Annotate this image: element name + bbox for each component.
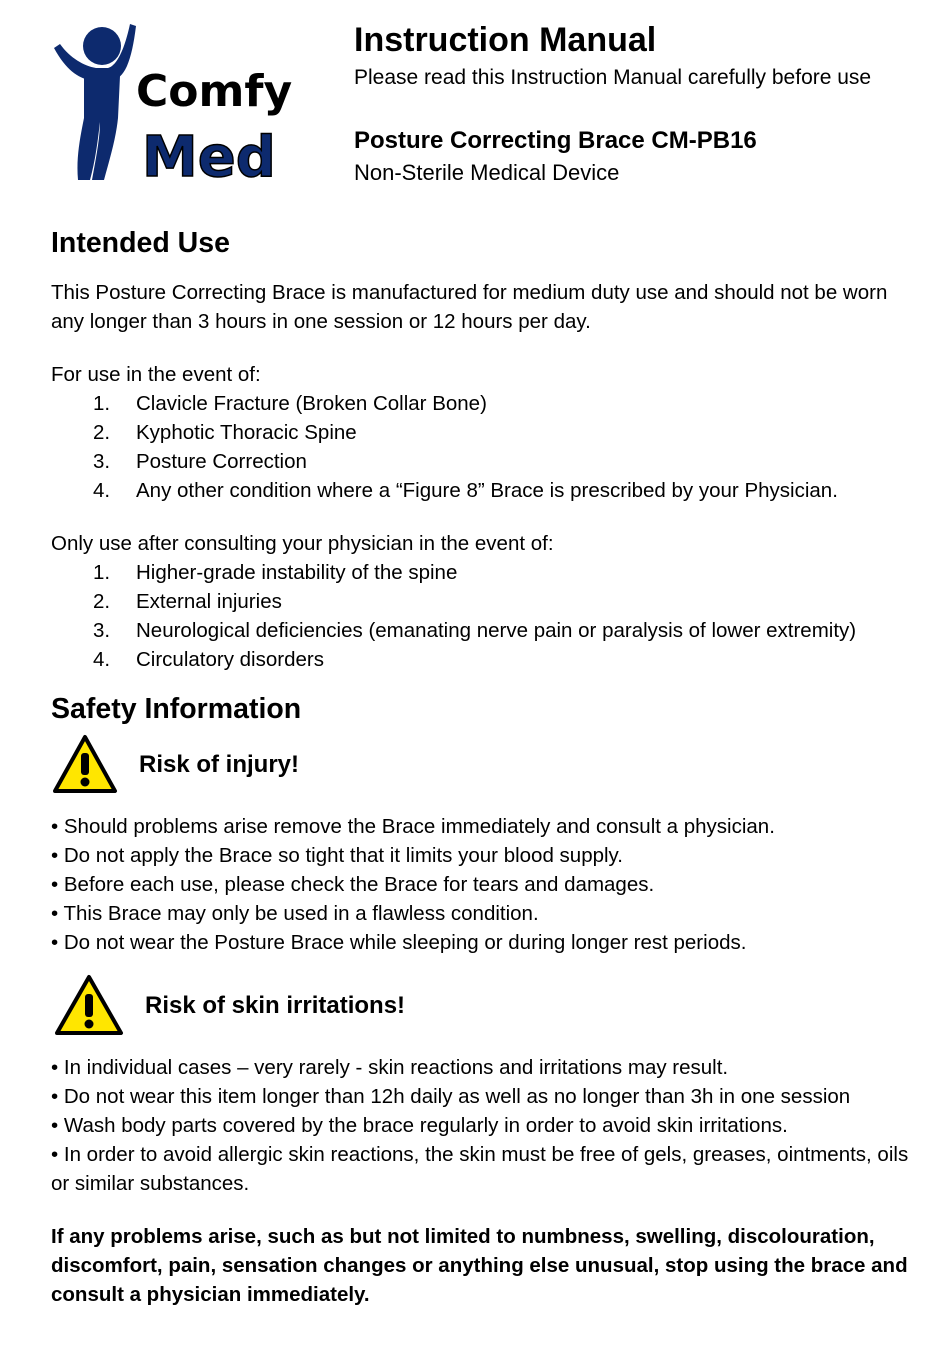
manual-header <box>354 20 934 188</box>
list-item: 4. Any other condition where a “Figure 8” Brace is prescribed by your Physician. <box>93 479 838 502</box>
for-use-label: For use in the event of: <box>51 363 261 386</box>
risk-skin-title: Risk of skin irritations! <box>145 991 406 1019</box>
list-item: 1. Clavicle Fracture (Broken Collar Bone) <box>93 392 487 415</box>
list-item: • Do not wear this item longer than 12h daily as well as no longer than 3h in one session <box>51 1085 851 1108</box>
comfymed-logo <box>44 18 304 188</box>
list-item: 2. Kyphotic Thoracic Spine <box>93 421 357 444</box>
list-item: • Wash body parts covered by the brace regularly in order to avoid skin irritations. <box>51 1114 788 1137</box>
for-use-list <box>51 389 921 505</box>
manual-title: Instruction Manual <box>354 21 657 59</box>
list-item: • Before each use, please check the Brace for tears and damages. <box>51 873 655 896</box>
warning-triangle-icon <box>51 733 119 795</box>
list-item: • This Brace may only be used in a flawless condition. <box>51 902 539 925</box>
list-item: 3. Neurological deficiencies (emanating nerve pain or paralysis of lower extremity) <box>93 619 857 642</box>
consult-label: Only use after consulting your physician in the event of: <box>51 532 554 555</box>
consult-list <box>51 558 921 674</box>
list-item: • In order to avoid allergic skin reactions, the skin must be free of gels, greases, ointments, oils or similar substances. <box>51 1143 909 1195</box>
logo-text-comfy: Comfy <box>136 66 293 117</box>
list-item: • Should problems arise remove the Brace immediately and consult a physician. <box>51 815 775 838</box>
intended-use-heading: Intended Use <box>51 227 230 259</box>
final-notice: If any problems arise, such as but not limited to numbness, swelling, discolouration, discomfort, pain, sensation changes or anything else unusual, stop using the brace and consult a physician immediately. <box>51 1225 908 1306</box>
warning-triangle-icon <box>53 973 125 1037</box>
list-item: 1. Higher-grade instability of the spine <box>93 561 458 584</box>
risk-injury-title: Risk of injury! <box>139 750 300 778</box>
list-item: 3. Posture Correction <box>93 450 307 473</box>
list-item: 2. External injuries <box>93 590 282 613</box>
risk-injury-header <box>51 730 921 798</box>
risk-skin-list <box>51 1053 921 1198</box>
comfymed-logo-graphic <box>44 18 304 188</box>
device-type: Non-Sterile Medical Device <box>354 160 620 185</box>
logo-text-med: Med <box>142 125 276 188</box>
risk-injury-list <box>51 812 921 957</box>
list-item: 4. Circulatory disorders <box>93 648 324 671</box>
manual-subtitle: Please read this Instruction Manual carefully before use <box>354 66 872 89</box>
product-name: Posture Correcting Brace CM-PB16 <box>354 127 757 154</box>
safety-heading: Safety Information <box>51 693 302 725</box>
manual-content <box>51 222 921 1309</box>
risk-skin-header <box>51 971 921 1039</box>
list-item: • In individual cases – very rarely - skin reactions and irritations may result. <box>51 1056 729 1079</box>
list-item: • Do not apply the Brace so tight that it limits your blood supply. <box>51 844 623 867</box>
list-item: • Do not wear the Posture Brace while sleeping or during longer rest periods. <box>51 931 747 954</box>
intended-use-intro: This Posture Correcting Brace is manufactured for medium duty use and should not be worn any longer than 3 hours in one session or 12 hours per day. <box>51 281 888 333</box>
